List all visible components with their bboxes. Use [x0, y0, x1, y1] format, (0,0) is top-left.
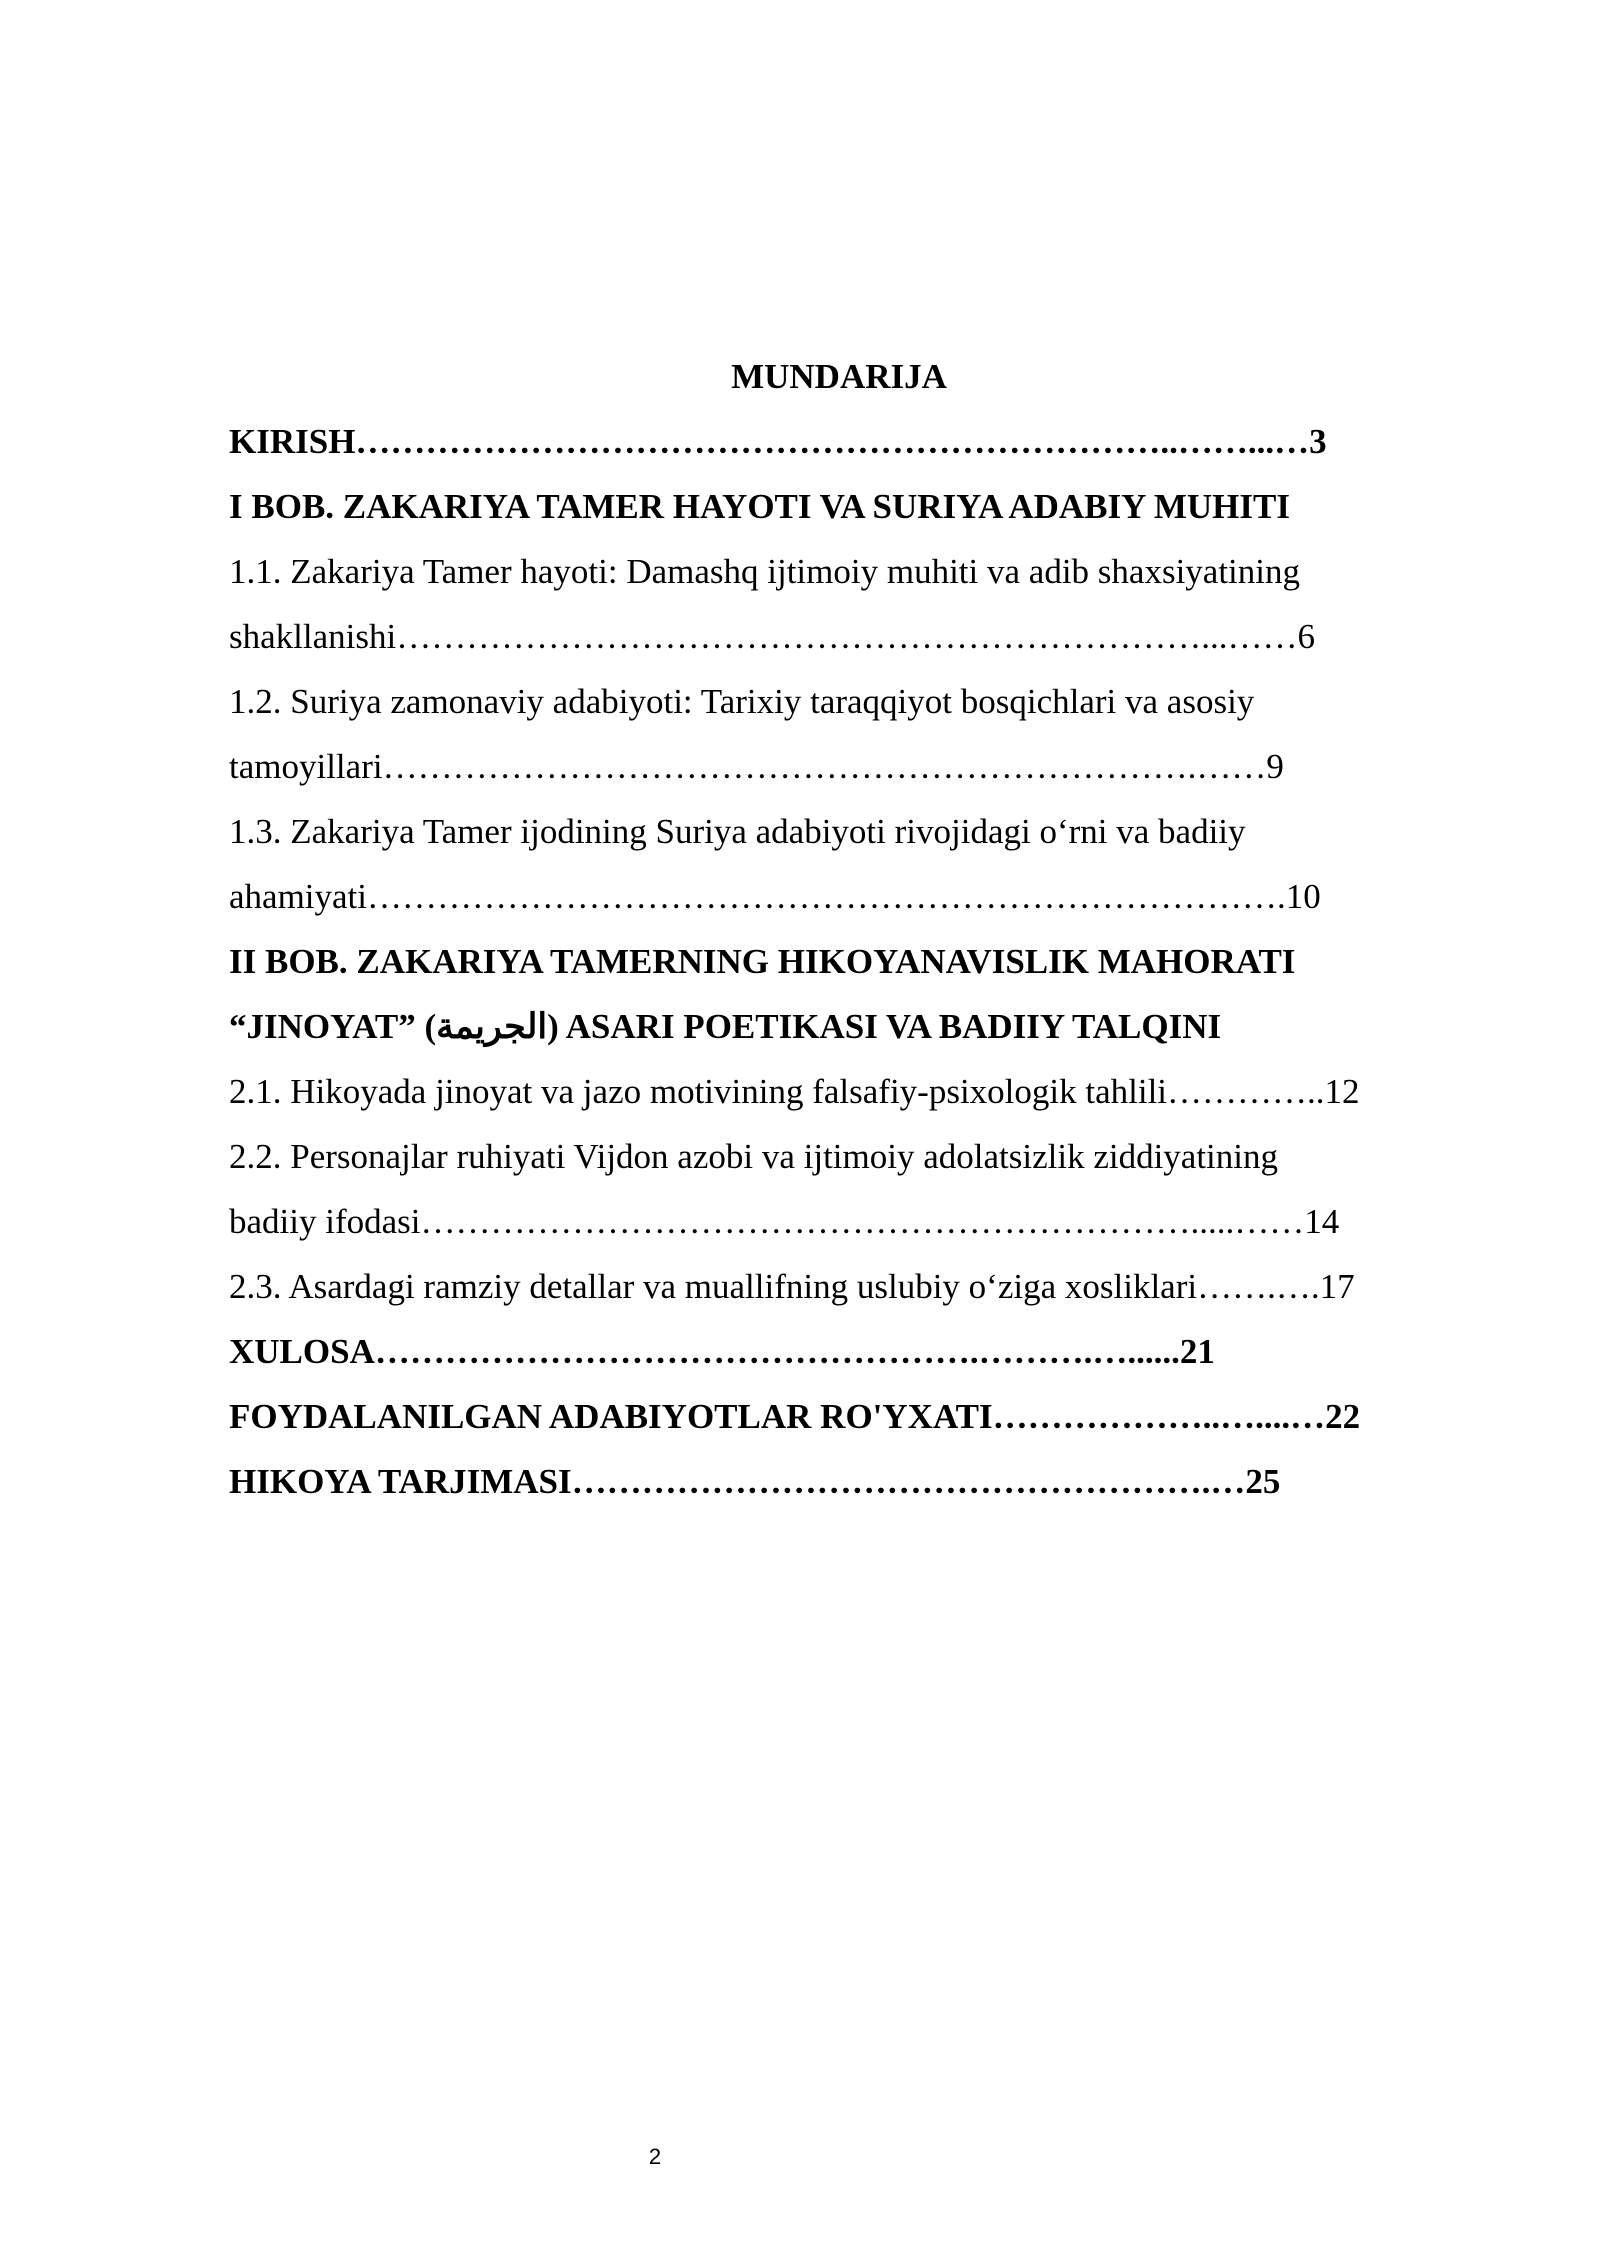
toc-entry-1-2-continued: tamoyillari…………………………………………………………….……9: [229, 747, 1284, 786]
toc-title: MUNDARIJA: [731, 357, 947, 396]
toc-entry-2-2: 2.2. Personajlar ruhiyati Vijdon azobi va ijtimoiy adolatsizlik ziddiyatining: [229, 1137, 1279, 1176]
toc-entry-1-3-continued: ahamiyati…………………………………………………………………….10: [229, 877, 1321, 916]
toc-entry-kirish: KIRISH……………………………………………………………..……...…3: [229, 422, 1327, 461]
page-number: 2: [648, 2144, 662, 2169]
toc-chapter-1-heading: I BOB. ZAKARIYA TAMER HAYOTI VA SURIYA ADABIY MUHITI: [229, 487, 1290, 526]
toc-entry-1-2: 1.2. Suriya zamonaviy adabiyoti: Tarixiy taraqqiyot bosqichlari va asosiy: [229, 682, 1255, 721]
toc-chapter-2-heading-continued: “JINOYAT” (الجريمة) ASARI POETIKASI VA BADIIY TALQINI: [229, 1007, 1222, 1046]
toc-entry-xulosa: XULOSA…………………………………………….……….…......21: [229, 1332, 1215, 1371]
toc-entry-1-1: 1.1. Zakariya Tamer hayoti: Damashq ijtimoiy muhiti va adib shaxsiyatining: [229, 552, 1301, 591]
toc-entry-1-1-continued: shakllanishi……………………………………………………………...……6: [229, 617, 1315, 656]
toc-entry-2-1: 2.1. Hikoyada jinoyat va jazo motivining falsafiy-psixologik tahlili…………..12: [229, 1072, 1360, 1111]
toc-entry-1-3: 1.3. Zakariya Tamer ijodining Suriya adabiyoti rivojidagi o‘rni va badiiy: [229, 812, 1246, 851]
toc-entry-references: FOYDALANILGAN ADABIYOTLAR RO'YXATI………………..…....…22: [229, 1397, 1361, 1436]
table-of-contents: [229, 344, 1449, 1514]
toc-chapter-2-heading: II BOB. ZAKARIYA TAMERNING HIKOYANAVISLIK MAHORATI: [229, 942, 1296, 981]
toc-entry-2-2-continued: badiiy ifodasi………………………………………………………….....……14: [229, 1202, 1340, 1241]
toc-entry-2-3: 2.3. Asardagi ramziy detallar va muallifning uslubiy o‘ziga xosliklari…….….17: [229, 1267, 1355, 1306]
toc-entry-translation: HIKOYA TARJIMASI……………………………………………….…25: [229, 1462, 1281, 1501]
